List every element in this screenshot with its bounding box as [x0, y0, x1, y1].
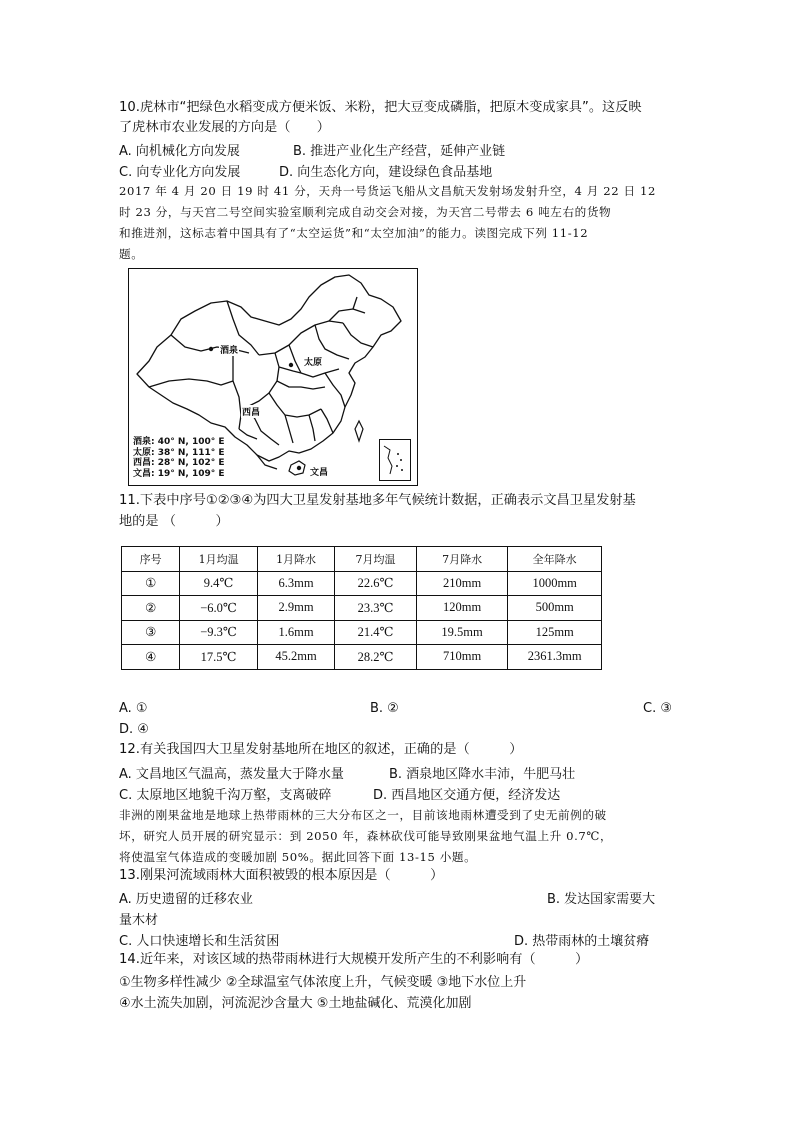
table-cell: 22.6℃ — [335, 571, 417, 596]
table-cell: −6.0℃ — [180, 596, 257, 621]
q11-stem-line2: 地的是 （ ） — [119, 514, 229, 529]
table-cell: 19.5mm — [416, 620, 508, 645]
table-cell: 125mm — [508, 620, 602, 645]
table-cell: 28.2℃ — [335, 645, 417, 670]
table-cell: 2361.3mm — [508, 645, 602, 670]
south-china-sea-inset — [379, 439, 411, 481]
table-cell: ④ — [122, 645, 180, 670]
intro11-line4: 题。 — [119, 247, 144, 261]
table-cell: 23.3℃ — [335, 596, 417, 621]
climate-data-table — [121, 546, 602, 670]
table-cell: 1000mm — [508, 571, 602, 596]
q12-option-a: A. 文昌地区气温高，蒸发量大于降水量 — [119, 767, 344, 782]
legend-jiuquan: 酒泉: 40° N, 100° E — [133, 437, 225, 447]
q11-option-d: D. ④ — [119, 722, 149, 737]
city-label-xichang: 西昌 — [241, 405, 261, 418]
q11-option-b: B. ② — [370, 701, 399, 716]
q12-option-c: C. 太原地区地貌千沟万壑，支离破碎 — [119, 788, 332, 803]
q13-option-b-continued: 量木材 — [119, 913, 159, 928]
q14-items-line1: ①生物多样性减少 ②全球温室气体浓度上升，气候变暖 ③地下水位上升 — [119, 975, 527, 990]
q10-option-b: B. 推进产业化生产经营，延伸产业链 — [293, 144, 506, 159]
intro11-line3: 和推进剂，这标志着中国具有了“太空运货”和“太空加油”的能力。读图完成下列 11-12 — [119, 226, 589, 240]
table-row — [122, 645, 602, 670]
table-cell: 210mm — [416, 571, 508, 596]
q14-stem: 14.近年来，对该区域的热带雨林进行大规模开发所产生的不利影响有（ ） — [119, 952, 589, 967]
q11-stem-line1: 11.下表中序号①②③④为四大卫星发射基地多年气候统计数据，正确表示文昌卫星发射基 — [119, 493, 636, 508]
q10-option-d: D. 向生态化方向，建设绿色食品基地 — [279, 165, 493, 180]
q12-stem: 12.有关我国四大卫星发射基地所在地区的叙述，正确的是（ ） — [119, 742, 523, 757]
table-header-cell: 7月均温 — [335, 547, 417, 572]
q10-stem-line2: 了虎林市农业发展的方向是（ ） — [119, 120, 330, 135]
table-cell: −9.3℃ — [180, 620, 257, 645]
table-header-cell: 7月降水 — [416, 547, 508, 572]
table-cell: 9.4℃ — [180, 571, 257, 596]
china-map — [128, 268, 418, 486]
q13-option-c: C. 人口快速增长和生活贫困 — [119, 934, 280, 949]
table-cell: ② — [122, 596, 180, 621]
table-header-cell: 1月均温 — [180, 547, 257, 572]
table-cell: ③ — [122, 620, 180, 645]
intro13-line2: 坏，研究人员开展的研究显示：到 2050 年，森林砍伐可能导致刚果盆地气温上升 0.7℃， — [119, 829, 613, 843]
q12-option-b: B. 酒泉地区降水丰沛，牛肥马壮 — [389, 767, 576, 782]
intro13-line1: 非洲的刚果盆地是地球上热带雨林的三大分布区之一，目前该地雨林遭受到了史无前例的破 — [119, 808, 607, 822]
table-header-row — [122, 547, 602, 572]
intro11-line2: 时 23 分，与天宫二号空间实验室顺利完成自动交会对接，为天宫二号带去 6 吨左右的货物 — [119, 205, 612, 219]
q13-option-b: B. 发达国家需要大 — [547, 892, 656, 907]
q13-option-d: D. 热带雨林的土壤贫瘠 — [514, 934, 650, 949]
table-cell: 17.5℃ — [180, 645, 257, 670]
legend-wenchang: 文昌: 19° N, 109° E — [133, 468, 225, 479]
table-cell: 120mm — [416, 596, 508, 621]
q13-stem: 13.刚果河流域雨林大面积被毁的根本原因是（ ） — [119, 868, 444, 883]
table-cell: 21.4℃ — [335, 620, 417, 645]
q10-stem-line1: 10.虎林市“把绿色水稻变成方便米饭、米粉，把大豆变成磷脂，把原木变成家具”。这反映 — [119, 100, 642, 115]
table-header-cell: 全年降水 — [508, 547, 602, 572]
q10-option-c: C. 向专业化方向发展 — [119, 165, 241, 180]
legend-taiyuan: 太原: 38° N, 111° E — [133, 447, 225, 458]
intro11-line1: 2017 年 4 月 20 日 19 时 41 分，天舟一号货运飞船从文昌航天发射场发射升空，4 月 22 日 12 — [119, 184, 656, 198]
table-cell: ① — [122, 571, 180, 596]
legend-xichang: 西昌: 28° N, 102° E — [133, 458, 225, 468]
q14-items-line2: ④水土流失加剧，河流泥沙含量大 ⑤土地盐碱化、荒漠化加剧 — [119, 996, 472, 1011]
table-cell: 500mm — [508, 596, 602, 621]
q13-option-a: A. 历史遗留的迁移农业 — [119, 892, 253, 907]
table-cell: 1.6mm — [257, 620, 334, 645]
table-row — [122, 571, 602, 596]
city-label-wenchang: 文昌 — [309, 465, 329, 478]
city-label-jiuquan: 酒泉 — [219, 343, 239, 356]
table-cell: 6.3mm — [257, 571, 334, 596]
intro13-line3: 将使温室气体造成的变暖加剧 50%。据此回答下面 13-15 小题。 — [119, 850, 477, 864]
table-cell: 710mm — [416, 645, 508, 670]
table-row — [122, 596, 602, 621]
q11-option-a: A. ① — [119, 701, 148, 716]
table-header-cell: 1月降水 — [257, 547, 334, 572]
table-cell: 45.2mm — [257, 645, 334, 670]
q11-option-c: C. ③ — [643, 701, 672, 716]
table-row — [122, 620, 602, 645]
table-cell: 2.9mm — [257, 596, 334, 621]
q12-option-d: D. 西昌地区交通方便，经济发达 — [373, 788, 561, 803]
table-header-cell: 序号 — [122, 547, 180, 572]
q10-option-a: A. 向机械化方向发展 — [119, 144, 240, 159]
map-legend — [133, 437, 225, 479]
city-label-taiyuan: 太原 — [303, 355, 323, 368]
